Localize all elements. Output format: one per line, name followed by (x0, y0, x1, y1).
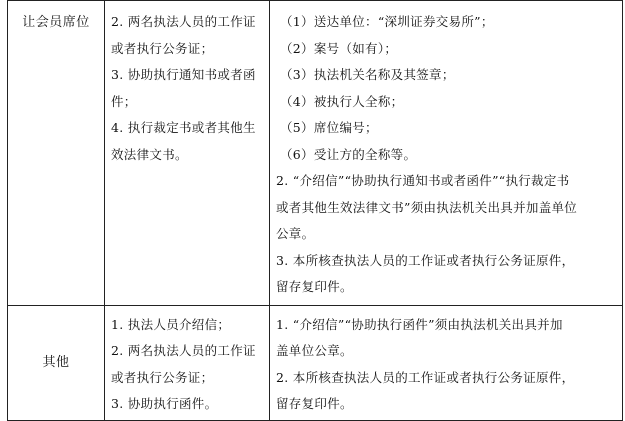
document-line: 效法律文书。 (111, 146, 188, 162)
document-line: 件； (111, 93, 137, 109)
documents-cell (105, 1, 270, 306)
note-line: （4）被执行人全称； (280, 93, 404, 109)
documents-cell (105, 305, 270, 420)
notes-cell (270, 1, 623, 306)
row-label-cell (8, 1, 105, 306)
document-line: 1. 执法人员介绍信； (111, 316, 231, 332)
row-label: 让会员席位 (22, 15, 90, 30)
row-label-cell (8, 305, 105, 420)
note-line: 2. “介绍信”“协助执行通知书或者函件”“执行裁定书 (276, 173, 570, 188)
note-line: 或者其他生效法律文书”须由执法机关出具并加盖单位 (276, 199, 578, 215)
note-line: （6）受让方的全称等。 (280, 146, 417, 162)
note-line: （1）送达单位：“深圳证券交易所”； (280, 14, 494, 29)
note-line: （5）席位编号； (280, 120, 378, 135)
document-line: 2. 两名执法人员的工作证 (111, 343, 256, 358)
document-line: 3. 协助执行通知书或者函 (111, 67, 256, 82)
note-line: 盖单位公章。 (276, 343, 353, 358)
note-line: （2）案号（如有）； (280, 40, 398, 56)
documents-list (105, 306, 269, 420)
document-line: 4. 执行裁定书或者其他生 (111, 120, 256, 135)
documents-list (105, 1, 269, 172)
table-row (8, 1, 623, 306)
document-line: 2. 两名执法人员的工作证 (111, 14, 256, 29)
document-line: 或者执行公务证； (111, 40, 214, 56)
note-line: 2. 本所核查执法人员的工作证或者执行公务证原件， (276, 369, 575, 385)
requirements-table (7, 0, 623, 421)
notes-list (270, 306, 622, 420)
note-line: 留存复印件。 (276, 279, 353, 294)
row-label: 其他 (42, 354, 70, 370)
note-line: 3. 本所核查执法人员的工作证或者执行公务证原件， (276, 252, 575, 268)
note-line: （3）执法机关名称及其签章； (280, 67, 455, 82)
note-line: 留存复印件。 (276, 396, 353, 411)
table-row (8, 305, 623, 420)
document-line: 或者执行公务证； (111, 369, 214, 385)
document-line: 3. 协助执行函件。 (111, 396, 218, 411)
notes-list (270, 1, 622, 305)
note-line: 公章。 (276, 226, 315, 241)
notes-cell (270, 305, 623, 420)
note-line: 1. “介绍信”“协助执行函件”须由执法机关出具并加 (276, 316, 563, 332)
